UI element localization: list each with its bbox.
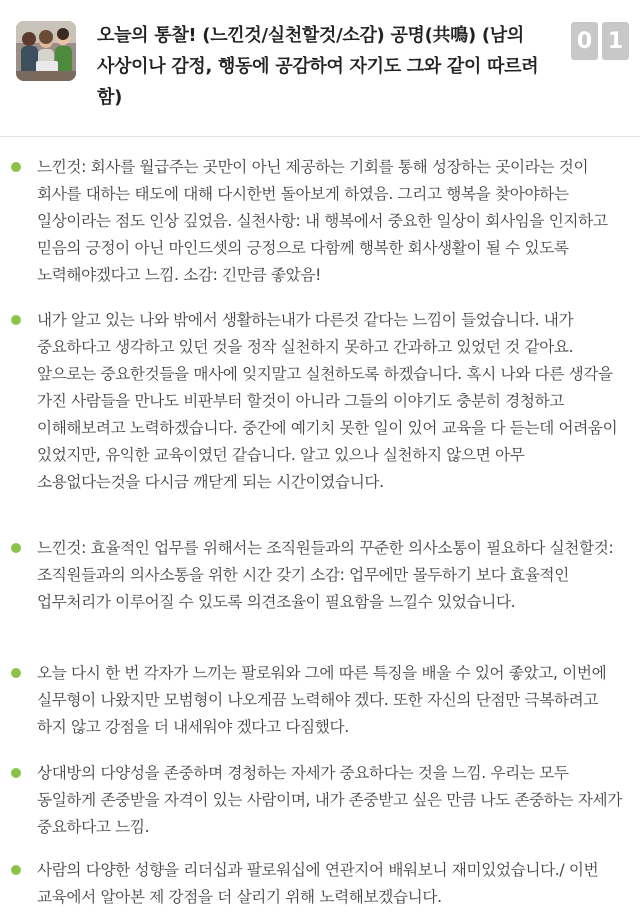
comment-text: 내가 알고 있는 나와 밖에서 생활하는내가 다른것 같다는 느낌이 들었습니다. 내가 중요하다고 생각하고 있던 것을 정작 실천하지 못하고 간과하고 있었던 것 같아요. 앞으로는 중요한것들을 매사에 잊지말고 실천하도록 하겠습니다. 혹시 나와 다른 생각을 가진 사람들을 만나도 비판부터 할것이 아니라 그들의 이야기도 충분히 경청하고 이해해보려고 노력하겠습니다. 중간에 예기치 못한 일이 있어 교육을 다 듣는데 어려움이 있었지만, 유익한 교육이였던 같습니다. 알고 있으나 실천하지 않으면 아무 소용없다는것을 다시금 깨닫게 되는 시간이였습니다. [37, 311, 618, 491]
thumbnail-image [16, 21, 76, 81]
comment-text: 느낀것: 효율적인 업무를 위해서는 조직원들과의 꾸준한 의사소통이 필요하다 실천할것: 조직원들과의 의사소통을 위한 시간 갖기 소감: 업무에만 몰두하기 보다 효율적인 업무처리가 이루어질 수 있도록 의견조율이 필요함을 느낄수 있었습니다. [37, 539, 614, 611]
comment-text: 사람의 다양한 성향을 리더십과 팔로워십에 연관지어 배워보니 재미있었습니다./ 이번 교육에서 알아본 제 강점을 더 살리기 위해 노력해보겠습니다. [37, 861, 599, 906]
comment-text: 상대방의 다양성을 존중하며 경청하는 자세가 중요하다는 것을 느낌. 우리는 모두 동일하게 존중받을 자격이 있는 사람이며, 내가 존중받고 싶은 만큼 나도 존중하는 자세가 중요하다고 느낌. [37, 764, 622, 836]
bullet-dot-icon [11, 543, 21, 553]
bullet-dot-icon [11, 768, 21, 778]
post-header [0, 0, 640, 137]
comment-text: 느낀것: 회사를 월급주는 곳만이 아닌 제공하는 기회를 통해 성장하는 곳이라는 것이 회사를 대하는 태도에 대해 다시한번 돌아보게 하였음. 그리고 행복을 찾아야하는 일상이라는 점도 인상 깊었음. 실천사항: 내 행복에서 중요한 일상이 회사임을 인지하고 믿음의 긍정이 아닌 마인드셋의 긍정으로 다함께 행복한 회사생활이 될 수 있도록 노력해야겠다고 느낌. 소감: 긴만큼 좋았음! [37, 158, 608, 284]
bullet-dot-icon [11, 865, 21, 875]
day-digit: 0 [571, 22, 598, 60]
bullet-dot-icon [11, 315, 21, 325]
day-digit: 1 [602, 22, 629, 60]
group-photo-thumbnail [16, 21, 76, 81]
day-counter-badge [571, 22, 629, 60]
bullet-dot-icon [11, 162, 21, 172]
post-title: 오늘의 통찰! (느낀것/실천할것/소감) 공명(共鳴) (남의 사상이나 감정, 행동에 공감하여 자기도 그와 같이 따르려 함) [97, 25, 539, 108]
bullet-dot-icon [11, 668, 21, 678]
comment-text: 오늘 다시 한 번 각자가 느끼는 팔로워와 그에 따른 특징을 배울 수 있어 좋았고, 이번에 실무형이 나왔지만 모범형이 나오게끔 노력해야 겠다. 또한 자신의 단점만 극복하려고 하지 않고 강점을 더 내세워야 겠다고 다짐했다. [37, 664, 607, 736]
